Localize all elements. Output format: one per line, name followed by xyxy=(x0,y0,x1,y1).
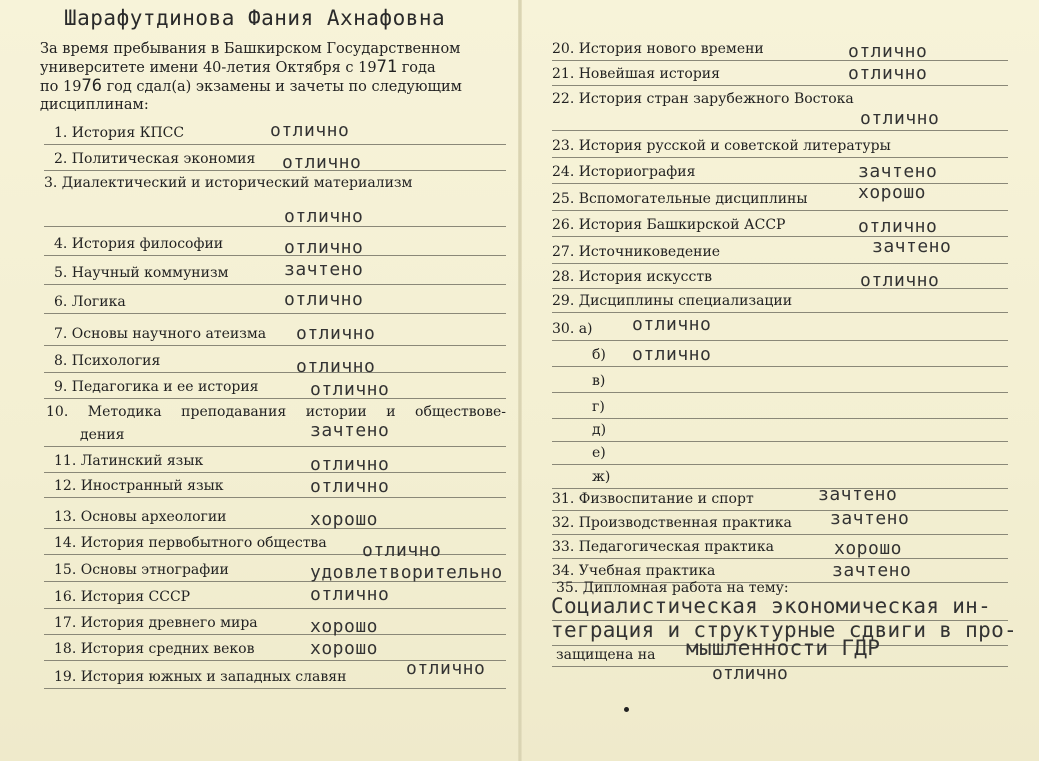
subject-label: 6. Логика xyxy=(54,294,126,310)
spec-label: б) xyxy=(592,347,606,363)
subject-row xyxy=(552,157,1008,184)
subject-label: 10. Методика преподавания истории и обществове- xyxy=(46,404,506,420)
subject-row xyxy=(44,582,506,609)
subject-grade: отлично xyxy=(848,41,928,62)
subject-row xyxy=(44,287,506,314)
subject-label: 7. Основы научного атеизма xyxy=(54,326,267,342)
subject-row xyxy=(44,555,506,582)
subject-grade: отлично xyxy=(848,63,928,84)
spec-grade: отлично xyxy=(632,344,712,365)
spec-grade: отлично xyxy=(632,314,712,335)
intro-line-2b: года xyxy=(401,60,436,76)
thesis-label: 35. Дипломная работа на тему: xyxy=(556,580,789,596)
intro-line-1: За время пребывания в Башкирском Государственном xyxy=(40,41,461,57)
end-year: 76 xyxy=(81,76,102,96)
subject-row xyxy=(44,346,506,377)
subject-label: 5. Научный коммунизм xyxy=(54,265,229,281)
subject-grade: хорошо xyxy=(310,509,379,530)
subject-row xyxy=(552,262,1008,289)
subject-row xyxy=(44,658,506,689)
subject-label: 22. История стран зарубежного Востока xyxy=(552,91,854,107)
subject-grade: отлично xyxy=(270,120,350,141)
subject-grade: отлично xyxy=(284,289,364,310)
subject-label: 21. Новейшая история xyxy=(552,66,720,82)
subject-row xyxy=(552,34,1008,61)
subject-label-cont: дения xyxy=(80,427,125,443)
spec-row xyxy=(552,366,1008,393)
subject-grade: отлично xyxy=(296,356,376,377)
spec-label: г) xyxy=(592,399,605,415)
intro-text xyxy=(40,40,510,114)
thesis-title-line-2: теграция и структурные сдвиги в про- xyxy=(551,618,1017,642)
subject-grade: отлично xyxy=(296,323,376,344)
subject-label: 25. Вспомогательные дисциплины xyxy=(552,191,808,207)
subject-grade: отлично xyxy=(310,584,390,605)
subject-label: 16. История СССР xyxy=(54,589,191,605)
subject-label: 23. История русской и советской литературы xyxy=(552,138,891,154)
intro-line-2a: университете имени 40-летия Октября с 19 xyxy=(40,60,377,76)
subject-grade: зачтено xyxy=(284,259,364,280)
subject-row xyxy=(44,144,506,171)
subject-row xyxy=(552,210,1008,237)
subject-label: 11. Латинский язык xyxy=(54,453,204,469)
practice-label: 32. Производственная практика xyxy=(552,515,792,531)
subject-row xyxy=(44,229,506,256)
spec-row xyxy=(552,314,1008,341)
subject-row xyxy=(44,608,506,635)
subject-grade: хорошо xyxy=(858,182,927,203)
practice-row xyxy=(552,532,1008,559)
subject-row xyxy=(44,118,506,145)
subject-row xyxy=(552,131,1008,158)
subject-grade: отлично xyxy=(282,152,362,173)
practice-grade: хорошо xyxy=(834,538,903,559)
subject-label: 24. Историография xyxy=(552,164,696,180)
spec-label: 30. а) xyxy=(552,321,593,337)
subject-label: 2. Политическая экономия xyxy=(54,151,256,167)
spec-label: ж) xyxy=(592,469,611,485)
intro-line-3b: год сдал(а) экзамены и зачеты по следующим xyxy=(106,79,462,95)
subject-grade: зачтено xyxy=(872,236,952,257)
practice-row xyxy=(552,556,1008,583)
intro-line-3a: по 19 xyxy=(40,79,82,95)
subject-grade: отлично xyxy=(860,270,940,291)
page-fold xyxy=(518,0,522,761)
practice-row xyxy=(552,508,1008,535)
spec-row xyxy=(552,438,1008,465)
subject-row xyxy=(552,184,1008,211)
subject-row xyxy=(44,420,506,447)
subject-row xyxy=(552,237,1008,264)
subject-grade: хорошо xyxy=(310,616,379,637)
subject-row xyxy=(44,502,506,529)
subject-row xyxy=(44,471,506,498)
student-name: Шарафутдинова Фания Ахнафовна xyxy=(64,6,446,30)
practice-label: 33. Педагогическая практика xyxy=(552,539,774,555)
subject-grade: удовлетворительно xyxy=(310,562,503,583)
ink-dot xyxy=(624,707,629,712)
practice-label: 31. Физвоспитание и спорт xyxy=(552,491,754,507)
spec-row xyxy=(552,340,1008,367)
subject-grade: отлично xyxy=(406,658,486,679)
subject-grade: зачтено xyxy=(310,420,390,441)
subject-label: 28. История искусств xyxy=(552,269,712,285)
subject-row xyxy=(552,286,1008,313)
subject-grade: отлично xyxy=(310,476,390,497)
subject-label: 17. История древнего мира xyxy=(54,615,258,631)
subject-label: 1. История КПСС xyxy=(54,125,185,141)
subject-label: 15. Основы этнографии xyxy=(54,562,229,578)
subject-row xyxy=(44,319,506,346)
subject-label: 20. История нового времени xyxy=(552,41,764,57)
subject-row xyxy=(552,104,1008,131)
subject-label: 14. История первобытного общества xyxy=(54,535,327,551)
subject-grade: отлично xyxy=(858,216,938,237)
practice-grade: зачтено xyxy=(818,484,898,505)
subject-grade: отлично xyxy=(284,206,364,227)
thesis-grade: отлично xyxy=(712,663,788,684)
subject-grade: отлично xyxy=(860,108,940,129)
subject-grade: отлично xyxy=(310,379,390,400)
practice-row xyxy=(552,484,1008,511)
subject-label: 8. Психология xyxy=(54,353,161,369)
subject-grade: отлично xyxy=(284,237,364,258)
subject-label: 29. Дисциплины специализации xyxy=(552,293,793,309)
practice-label: 34. Учебная практика xyxy=(552,563,716,579)
subject-row xyxy=(44,200,506,227)
subject-row xyxy=(44,372,506,399)
intro-line-4: дисциплинам: xyxy=(40,97,149,113)
practice-grade: зачтено xyxy=(830,508,910,529)
subject-label: 18. История средних веков xyxy=(54,641,255,657)
practice-grade: зачтено xyxy=(832,560,912,581)
subject-grade: отлично xyxy=(362,540,442,561)
subject-label: 27. Источниковедение xyxy=(552,244,721,260)
subject-label: 12. Иностранный язык xyxy=(54,478,224,494)
subject-label: 3. Диалектический и исторический материализм xyxy=(44,175,413,191)
subject-row xyxy=(552,59,1008,86)
subject-label: 13. Основы археологии xyxy=(54,509,227,525)
subject-row xyxy=(44,446,506,473)
subject-grade: хорошо xyxy=(310,638,379,659)
subject-row xyxy=(44,258,506,285)
subject-row xyxy=(44,634,506,661)
defended-label: защищена на xyxy=(556,647,656,663)
subject-label: 4. История философии xyxy=(54,236,224,252)
spec-label: в) xyxy=(592,373,606,389)
subject-grade: зачтено xyxy=(858,161,938,182)
subject-label: 9. Педагогика и ее история xyxy=(54,379,259,395)
thesis-title-line-1: Социалистическая экономическая ин- xyxy=(551,594,992,618)
subject-grade: отлично xyxy=(310,454,390,475)
spec-label: д) xyxy=(592,422,607,438)
subject-row xyxy=(44,528,506,561)
start-year: 71 xyxy=(376,57,398,77)
subject-label: 26. История Башкирской АССР xyxy=(552,217,786,233)
subject-label: 19. История южных и западных славян xyxy=(54,669,347,685)
thesis-title-line-3: мышленности ГДР xyxy=(686,636,881,660)
spec-label: е) xyxy=(592,445,606,461)
